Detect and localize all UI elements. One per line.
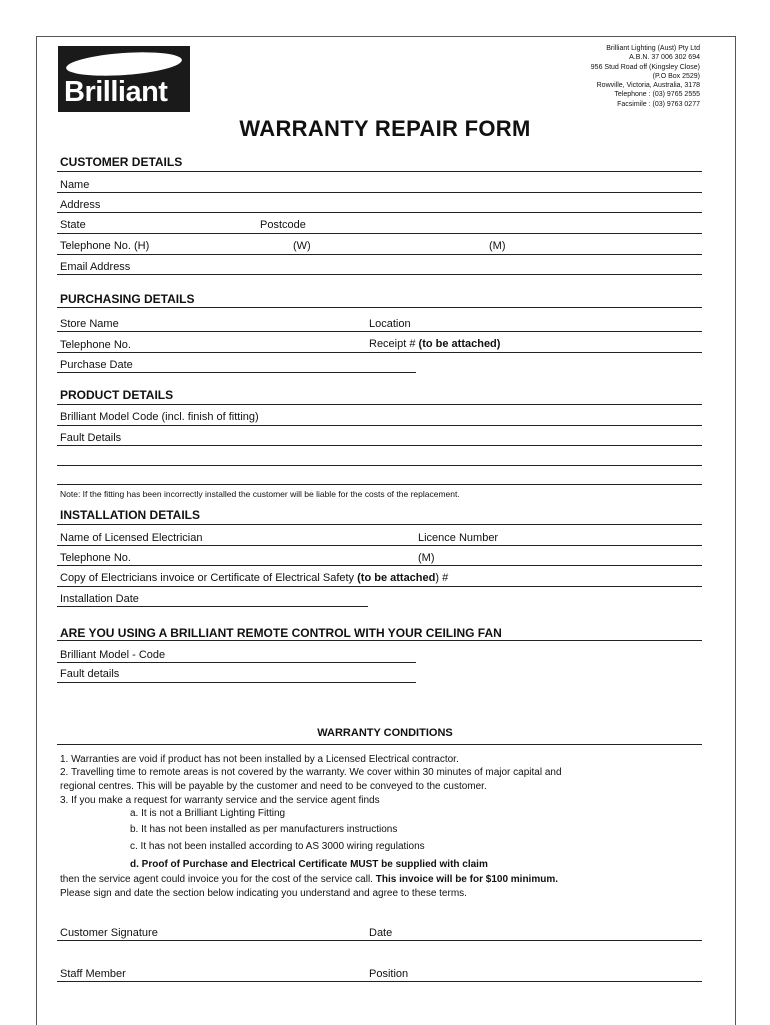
- remote-control-heading: ARE YOU USING A BRILLIANT REMOTE CONTROL WITH YOUR CEILING FAN: [60, 626, 502, 640]
- name-field[interactable]: [57, 192, 702, 193]
- condition-3b: b. It has not been installed as per manufacturers instructions: [130, 824, 398, 835]
- company-details: [540, 44, 700, 109]
- signature-date-label: Date: [369, 927, 393, 939]
- receipt-attach-note: (to be attached): [418, 338, 501, 350]
- installer-telephone-field[interactable]: [57, 565, 702, 566]
- company-telephone: Telephone : (03) 9765 2555: [614, 91, 700, 99]
- postcode-label: Postcode: [260, 219, 306, 231]
- staff-member-label: Staff Member: [60, 968, 126, 980]
- remote-fault-field[interactable]: [57, 682, 416, 683]
- store-name-label: Store Name: [60, 318, 119, 330]
- company-street: 956 Stud Road off (Kingsley Close): [590, 63, 700, 71]
- customer-signature-field[interactable]: [57, 940, 702, 941]
- purchase-date-label: Purchase Date: [60, 359, 133, 371]
- staff-position-field[interactable]: [57, 981, 702, 982]
- company-abn: A.B.N. 37 006 302 694: [629, 54, 700, 62]
- condition-3d: d. Proof of Purchase and Electrical Certificate MUST be supplied with claim: [130, 859, 488, 870]
- condition-1: 1. Warranties are void if product has not been installed by a Licensed Electrical contractor.: [60, 754, 459, 765]
- condition-2-line-1: 2. Travelling time to remote areas is not covered by the warranty. We cover within 30 minutes of major capital and: [60, 767, 562, 778]
- condition-2-line-2: regional centres. This will be payable by the customer and need to be conveyed to the customer.: [60, 781, 487, 792]
- condition-3: 3. If you make a request for warranty service and the service agent finds: [60, 795, 380, 806]
- sign-instruction: Please sign and date the section below indicating you understand and agree to these terms.: [60, 888, 467, 899]
- installation-date-field[interactable]: [57, 606, 368, 607]
- installation-heading-rule: [57, 524, 702, 525]
- product-heading-rule: [57, 404, 702, 405]
- name-label: Name: [60, 179, 90, 191]
- telephone-mobile-label: (M): [489, 240, 506, 252]
- certificate-copy-label: Copy of Electricians invoice or Certificate of Electrical Safety (to be attached) #: [60, 572, 449, 584]
- remote-fault-label: Fault details: [60, 668, 120, 680]
- remote-heading-rule: [57, 640, 702, 641]
- email-label: Email Address: [60, 261, 131, 273]
- fault-details-field-3[interactable]: [57, 484, 702, 485]
- address-label: Address: [60, 199, 101, 211]
- company-po-box: (P.O Box 2529): [652, 72, 700, 80]
- condition-3c: c. It has not been installed according to AS 3000 wiring regulations: [130, 841, 425, 852]
- receipt-label: Receipt # (to be attached): [369, 338, 501, 350]
- service-call-invoice-note: then the service agent could invoice you for the cost of the service call. This invoice will be for $100 minimum.: [60, 874, 559, 885]
- telephone-field[interactable]: [57, 254, 702, 255]
- customer-signature-label: Customer Signature: [60, 927, 158, 939]
- installer-telephone-label: Telephone No.: [60, 552, 131, 564]
- company-facsimile: Facsimile : (03) 9763 0277: [617, 100, 700, 108]
- position-label: Position: [369, 968, 409, 980]
- certificate-copy-field[interactable]: [57, 586, 702, 587]
- liability-note: Note: If the fitting has been incorrectly installed the customer will be liable for the costs of the replacement.: [60, 489, 460, 499]
- remote-model-code-field[interactable]: [57, 662, 416, 663]
- licence-number-label: Licence Number: [418, 532, 499, 544]
- installation-details-heading: INSTALLATION DETAILS: [60, 508, 200, 522]
- location-label: Location: [369, 318, 411, 330]
- company-name: Brilliant Lighting (Aust) Pty Ltd: [606, 45, 700, 52]
- electrician-name-label: Name of Licensed Electrician: [60, 532, 203, 544]
- remote-model-code-label: Brilliant Model - Code: [60, 649, 166, 661]
- email-field[interactable]: [57, 274, 702, 275]
- logo-text: Brilliant: [64, 76, 168, 108]
- purchase-date-field[interactable]: [57, 372, 416, 373]
- fault-details-label: Fault Details: [60, 432, 122, 444]
- address-field[interactable]: [57, 212, 702, 213]
- fault-details-field-2[interactable]: [57, 465, 702, 466]
- fault-details-field[interactable]: [57, 445, 702, 446]
- warranty-conditions-heading: WARRANTY CONDITIONS: [317, 727, 453, 739]
- customer-details-heading: CUSTOMER DETAILS: [60, 155, 183, 169]
- conditions-heading-rule: [57, 744, 702, 745]
- condition-3a: a. It is not a Brilliant Lighting Fitting: [130, 808, 286, 819]
- model-code-label: Brilliant Model Code (incl. finish of fitting): [60, 411, 259, 423]
- telephone-home-label: Telephone No. (H): [60, 240, 150, 252]
- installation-date-label: Installation Date: [60, 593, 139, 605]
- brilliant-logo: [58, 46, 190, 112]
- installer-mobile-label: (M): [418, 552, 435, 564]
- state-postcode-field[interactable]: [57, 233, 702, 234]
- company-city: Rowville, Victoria, Australia, 3178: [596, 82, 700, 90]
- purchasing-heading-rule: [57, 307, 702, 308]
- store-location-field[interactable]: [57, 331, 702, 332]
- state-label: State: [60, 219, 86, 231]
- product-details-heading: PRODUCT DETAILS: [60, 388, 174, 402]
- logo-swoosh: [65, 49, 182, 79]
- purchasing-details-heading: PURCHASING DETAILS: [60, 292, 195, 306]
- telephone-work-label: (W): [293, 240, 311, 252]
- customer-heading-rule: [57, 171, 702, 172]
- electrician-licence-field[interactable]: [57, 545, 702, 546]
- purchase-telephone-label: Telephone No.: [60, 339, 131, 351]
- purchase-telephone-receipt-field[interactable]: [57, 352, 702, 353]
- form-title: WARRANTY REPAIR FORM: [239, 116, 531, 141]
- model-code-field[interactable]: [57, 425, 702, 426]
